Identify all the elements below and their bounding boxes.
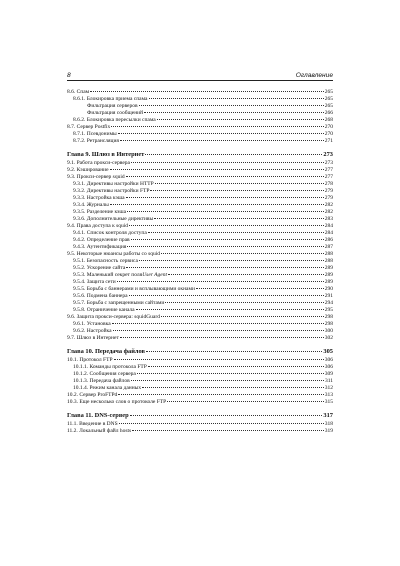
toc-entry <box>67 371 333 378</box>
toc-entry-page: 283 <box>324 216 333 222</box>
toc-entry-text: 9.5.8. Ограничение канала <box>73 307 135 313</box>
toc-entry <box>67 258 333 265</box>
toc-entry-page: 315 <box>324 399 333 405</box>
dot-leader <box>131 380 324 381</box>
toc-entry-text: 10.3. Еще несколько слов о протоколе FTP <box>67 399 167 405</box>
dot-leader <box>165 302 323 303</box>
dot-leader <box>144 112 324 113</box>
chapter-heading <box>67 412 333 420</box>
toc-entry-text: 9.5. Некоторые нюансы работы со squid <box>67 251 161 257</box>
toc-entry-text: 9.5.1. Безопасность сервиса <box>73 258 138 264</box>
dot-leader <box>129 295 324 296</box>
toc-entry-page: 291 <box>324 293 333 299</box>
toc-entry <box>67 174 333 181</box>
chapter-heading <box>67 348 333 356</box>
toc-entry <box>67 188 333 195</box>
toc-entry <box>67 110 333 117</box>
toc-entry-page: 277 <box>324 174 333 180</box>
dot-leader <box>142 387 324 388</box>
toc-entry-text: 9.1. Работа прокси-сервера <box>67 160 130 166</box>
toc-entry <box>67 357 333 364</box>
toc-entry <box>67 286 333 293</box>
dot-leader <box>167 401 324 402</box>
toc-entry <box>67 251 333 258</box>
toc-entry-text: 9.3.5. Разделение кэша <box>73 209 127 215</box>
toc-entry-page: 313 <box>324 392 333 398</box>
toc-entry <box>67 124 333 131</box>
dot-leader <box>131 239 324 240</box>
dot-leader <box>161 253 324 254</box>
toc-entry-text: 9.3.1. Директивы настройки HTTP <box>73 181 154 187</box>
dot-leader <box>137 373 324 374</box>
toc-entry-page: 289 <box>324 272 333 278</box>
toc-entry-page: 290 <box>324 286 333 292</box>
dot-leader <box>148 366 324 367</box>
dot-leader <box>118 394 323 395</box>
toc-entry-page: 306 <box>324 364 333 370</box>
toc-entry-page: 295 <box>324 307 333 313</box>
toc-entry-text: 10.2. Сервер ProFTPd <box>67 392 118 398</box>
toc-entry-text: 8.7.1. Псевдонимы <box>73 131 117 137</box>
toc-entry-page: 289 <box>324 265 333 271</box>
toc-entry <box>67 96 333 103</box>
dot-leader <box>120 140 324 141</box>
toc-entry-page: 286 <box>324 237 333 243</box>
dot-leader <box>119 423 324 424</box>
dot-leader <box>157 119 324 120</box>
toc-entry-text: 9.5.3. Маленький секрет поля <box>73 272 143 278</box>
chapter-heading <box>67 151 333 159</box>
dot-leader <box>113 330 324 331</box>
toc-entry-text: 9.3.2. Директивы настройки FTP <box>73 188 150 194</box>
dot-leader <box>126 176 324 177</box>
toc-entry-text: 8.6.1. Блокировка приема спама <box>73 96 148 102</box>
dot-leader <box>132 430 324 431</box>
toc-entry-page: 270 <box>324 131 333 137</box>
dot-leader <box>129 225 324 226</box>
toc-entry <box>67 103 333 110</box>
toc-entry-page: 289 <box>324 279 333 285</box>
toc-entry-page: 268 <box>324 117 333 123</box>
toc-entry <box>67 237 333 244</box>
toc-entry-page: 282 <box>324 209 333 215</box>
toc-entry-text: 9.6.1. Установка <box>73 321 111 327</box>
toc-entry <box>67 321 333 328</box>
toc-entry-page: 318 <box>324 421 333 427</box>
toc-entry-text: 9.5.7. Борьба с запрещенными сайтами <box>73 300 165 306</box>
dot-leader <box>110 169 324 170</box>
toc-entry <box>67 167 333 174</box>
toc-entry <box>67 265 333 272</box>
toc-entry <box>67 131 333 138</box>
dot-leader <box>117 281 324 282</box>
page-number: 8 <box>67 72 71 79</box>
toc-entry <box>67 181 333 188</box>
toc-entry-page: 284 <box>324 230 333 236</box>
toc-entry <box>67 230 333 237</box>
dot-leader <box>118 133 324 134</box>
toc-entry <box>67 279 333 286</box>
dot-leader <box>150 190 323 191</box>
toc-entry-page: 265 <box>324 96 333 102</box>
toc-entry-page: 277 <box>324 167 333 173</box>
chapter-heading-page: 273 <box>323 151 333 158</box>
toc-entry-page: 273 <box>324 160 333 166</box>
toc-entry-page: 309 <box>324 371 333 377</box>
toc-entry-page: 298 <box>324 314 333 320</box>
toc-entry <box>67 307 333 314</box>
toc-entry-page: 288 <box>324 258 333 264</box>
toc-entry-text: Фильтрация серверов <box>87 103 138 109</box>
dot-leader <box>131 162 324 163</box>
toc-entry-text: 9.4.3. Аутентификация <box>73 244 127 250</box>
toc-entry-text: 9.5.5. Борьба с баннерами и всплывающими окнами <box>73 286 195 292</box>
toc-entry <box>67 195 333 202</box>
toc-entry-text: 9.6. Защита прокси-сервера: squidGuard <box>67 314 160 320</box>
toc-entry-text: 9.2. Кэширование <box>67 167 109 173</box>
dot-leader <box>127 246 323 247</box>
toc-entry <box>67 89 333 96</box>
dot-leader <box>120 337 324 338</box>
toc-entry-page: 270 <box>324 124 333 130</box>
toc-entry-page: 294 <box>324 300 333 306</box>
dot-leader <box>111 126 323 127</box>
dot-leader <box>161 316 324 317</box>
toc-entry <box>67 335 333 342</box>
toc-entry-text: 8.7. Сервер Postfix <box>67 124 111 130</box>
toc-entry-page: 266 <box>324 110 333 116</box>
toc-entry-page: 319 <box>324 428 333 434</box>
toc-entry-text: 10.1.1. Команды протокола FTP <box>73 364 147 370</box>
dot-leader <box>196 288 324 289</box>
dot-leader <box>154 218 324 219</box>
toc-entry-page: 306 <box>324 357 333 363</box>
toc-entry-page: 279 <box>324 195 333 201</box>
dot-leader <box>114 359 324 360</box>
toc-entry-text: 9.5.4. Защита сети <box>73 279 116 285</box>
toc-entry-text: Фильтрация сообщений <box>87 110 144 116</box>
dot-leader <box>110 204 324 205</box>
toc-entry-page: 278 <box>324 181 333 187</box>
toc-entry <box>67 300 333 307</box>
toc-entry <box>67 399 333 406</box>
dot-leader <box>155 183 324 184</box>
toc-entry-text: 9.3.3. Настройка кэша <box>73 195 125 201</box>
dot-leader <box>139 105 324 106</box>
dot-leader <box>148 232 324 233</box>
toc-entry-text: 10.1. Протокол FTP <box>67 357 113 363</box>
toc-entry <box>67 421 333 428</box>
dot-leader <box>136 309 324 310</box>
chapter-heading-text: Глава 9. Шлюз в Интернет <box>67 151 145 158</box>
toc-entry <box>67 378 333 385</box>
toc-entry-text: 9.4.2. Определение прав <box>73 237 130 243</box>
toc-entry-text: 10.1.4. Режим канала данных <box>73 385 142 391</box>
toc-entry-text: 8.6. Спам <box>67 89 90 95</box>
toc-entry <box>67 364 333 371</box>
toc-entry <box>67 314 333 321</box>
toc-entry <box>67 117 333 124</box>
chapter-heading-text: Глава 10. Передача файлов <box>67 348 146 355</box>
toc-entry-text: 11.2. Локальный файл hosts <box>67 428 132 434</box>
toc-entry <box>67 428 333 435</box>
toc-entry-text: 9.3.4. Журналы <box>73 202 109 208</box>
dot-leader <box>149 98 324 99</box>
toc-entry-page: 282 <box>324 202 333 208</box>
toc-entry <box>67 244 333 251</box>
toc-entry-text: 9.4.1. Список контроля доступа <box>73 230 147 236</box>
toc-entry <box>67 385 333 392</box>
toc-entry-text: 9.5.2. Ускорение сайта <box>73 265 126 271</box>
toc-entry <box>67 272 333 279</box>
toc-entry <box>67 209 333 216</box>
toc-entry-page: 265 <box>324 89 333 95</box>
toc-entry-page: 300 <box>324 328 333 334</box>
toc-entry-page: 284 <box>324 223 333 229</box>
chapter-heading-text: Глава 11. DNS-сервер <box>67 412 129 419</box>
toc-entry-text: 11.1. Введение в DNS <box>67 421 118 427</box>
toc-entry-text: 9.3.6. Дополнительные директивы <box>73 216 154 222</box>
toc-entry-text: 9.6.2. Настройка <box>73 328 112 334</box>
toc-entry-page: 265 <box>324 103 333 109</box>
running-title: Оглавление <box>295 72 333 79</box>
toc-entry <box>67 138 333 145</box>
toc-entry-text: 8.7.2. Ретрансляция <box>73 138 119 144</box>
toc-entry <box>67 392 333 399</box>
toc-entry <box>67 293 333 300</box>
running-header <box>67 72 333 81</box>
toc-entry-text: 9.3. Прокси-сервер squid <box>67 174 125 180</box>
dot-leader <box>112 323 324 324</box>
toc-entry-text: 9.7. Шлюз в Интернет <box>67 335 119 341</box>
toc-entry-text: 9.4. Права доступа к squid <box>67 223 129 229</box>
dot-leader <box>168 274 324 275</box>
dot-leader <box>146 351 322 352</box>
toc-entry <box>67 328 333 335</box>
chapter-heading-page: 305 <box>323 348 333 355</box>
toc-entry-page: 271 <box>324 138 333 144</box>
toc-entry-text: 10.1.2. Сообщения сервера <box>73 371 136 377</box>
toc-entry <box>67 216 333 223</box>
toc-entry-text: 10.1.3. Передача файлов <box>73 378 130 384</box>
toc-entry <box>67 223 333 230</box>
toc-entry-page: 302 <box>324 335 333 341</box>
table-of-contents <box>67 89 333 435</box>
toc-entry <box>67 160 333 167</box>
dot-leader <box>139 260 324 261</box>
dot-leader <box>145 154 322 155</box>
dot-leader <box>90 91 324 92</box>
dot-leader <box>127 211 324 212</box>
chapter-heading-page: 317 <box>323 412 333 419</box>
toc-entry-text: 8.6.2. Блокировка пересылки спама <box>73 117 156 123</box>
dot-leader <box>130 415 323 416</box>
toc-entry-italic-text: User Agent <box>142 272 168 278</box>
toc-entry-page: 311 <box>324 378 333 384</box>
toc-entry-page: 279 <box>324 188 333 194</box>
dot-leader <box>126 197 324 198</box>
toc-entry <box>67 202 333 209</box>
toc-entry-page: 287 <box>324 244 333 250</box>
toc-entry-page: 288 <box>324 251 333 257</box>
toc-entry-text: 9.5.6. Подмена баннера <box>73 293 128 299</box>
dot-leader <box>126 267 323 268</box>
toc-entry-page: 298 <box>324 321 333 327</box>
toc-entry-page: 312 <box>324 385 333 391</box>
